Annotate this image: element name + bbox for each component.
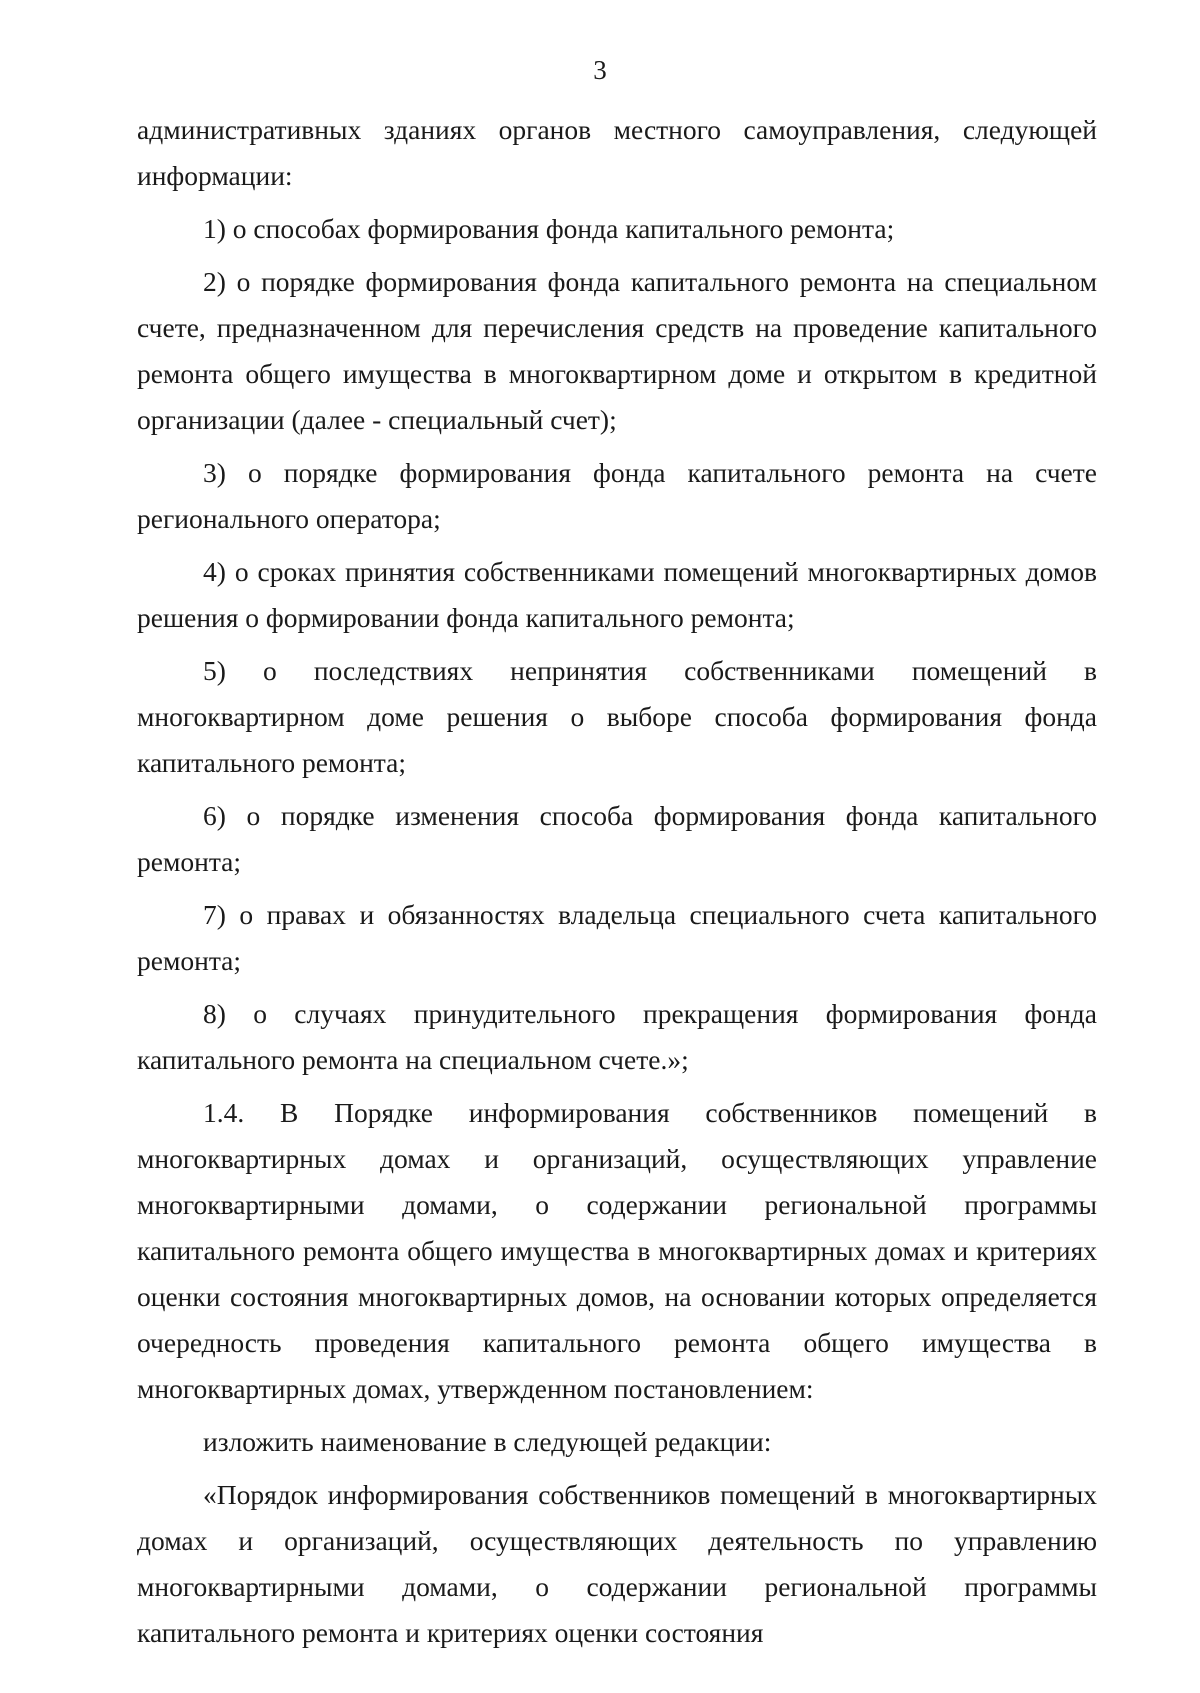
list-item-4: 4) о сроках принятия собственниками помещений многоквартирных домов решения о формировании фонда капитального ремонта; (137, 556, 1097, 633)
list-item-8: 8) о случаях принудительного прекращения формирования фонда капитального ремонта на специальном счете.»; (137, 998, 1097, 1075)
list-item-5: 5) о последствиях непринятия собственниками помещений в многоквартирном доме решения о выборе способа формирования фонда капитального ремонта; (137, 655, 1097, 778)
list-item-7: 7) о правах и обязанностях владельца специального счета капитального ремонта; (137, 899, 1097, 976)
instruction-paragraph: изложить наименование в следующей редакции: (203, 1426, 772, 1457)
quoted-title-paragraph: «Порядок информирования собственников помещений в многоквартирных домах и организаций, осуществляющих деятельность по управлению многоквартирными домами, о содержании региональной программы капитального ремонта и критериях оценки состояния (137, 1479, 1097, 1648)
list-item-3: 3) о порядке формирования фонда капитального ремонта на счете регионального оператора; (137, 457, 1097, 534)
list-item-2: 2) о порядке формирования фонда капитального ремонта на специальном счете, предназначенном для перечисления средств на проведение капитального ремонта общего имущества в многоквартирном доме и открытом в кредитной организации (далее - специальный счет); (137, 266, 1097, 435)
list-item-6: 6) о порядке изменения способа формирования фонда капитального ремонта; (137, 800, 1097, 877)
document-body (137, 107, 1097, 1663)
section-1-4: 1.4. В Порядке информирования собственников помещений в многоквартирных домах и организаций, осуществляющих управление многоквартирными домами, о содержании региональной программы капитального ремонта общего имущества в многоквартирных домах и критериях оценки состояния многоквартирных домов, на основании которых определяется очередность проведения капитального ремонта общего имущества в многоквартирных домах, утвержденном постановлением: (137, 1097, 1097, 1404)
paragraph-continuation: административных зданиях органов местного самоуправления, следующей информации: (137, 114, 1097, 191)
page-number: 3 (593, 55, 607, 85)
list-item-1: 1) о способах формирования фонда капитального ремонта; (203, 213, 895, 244)
